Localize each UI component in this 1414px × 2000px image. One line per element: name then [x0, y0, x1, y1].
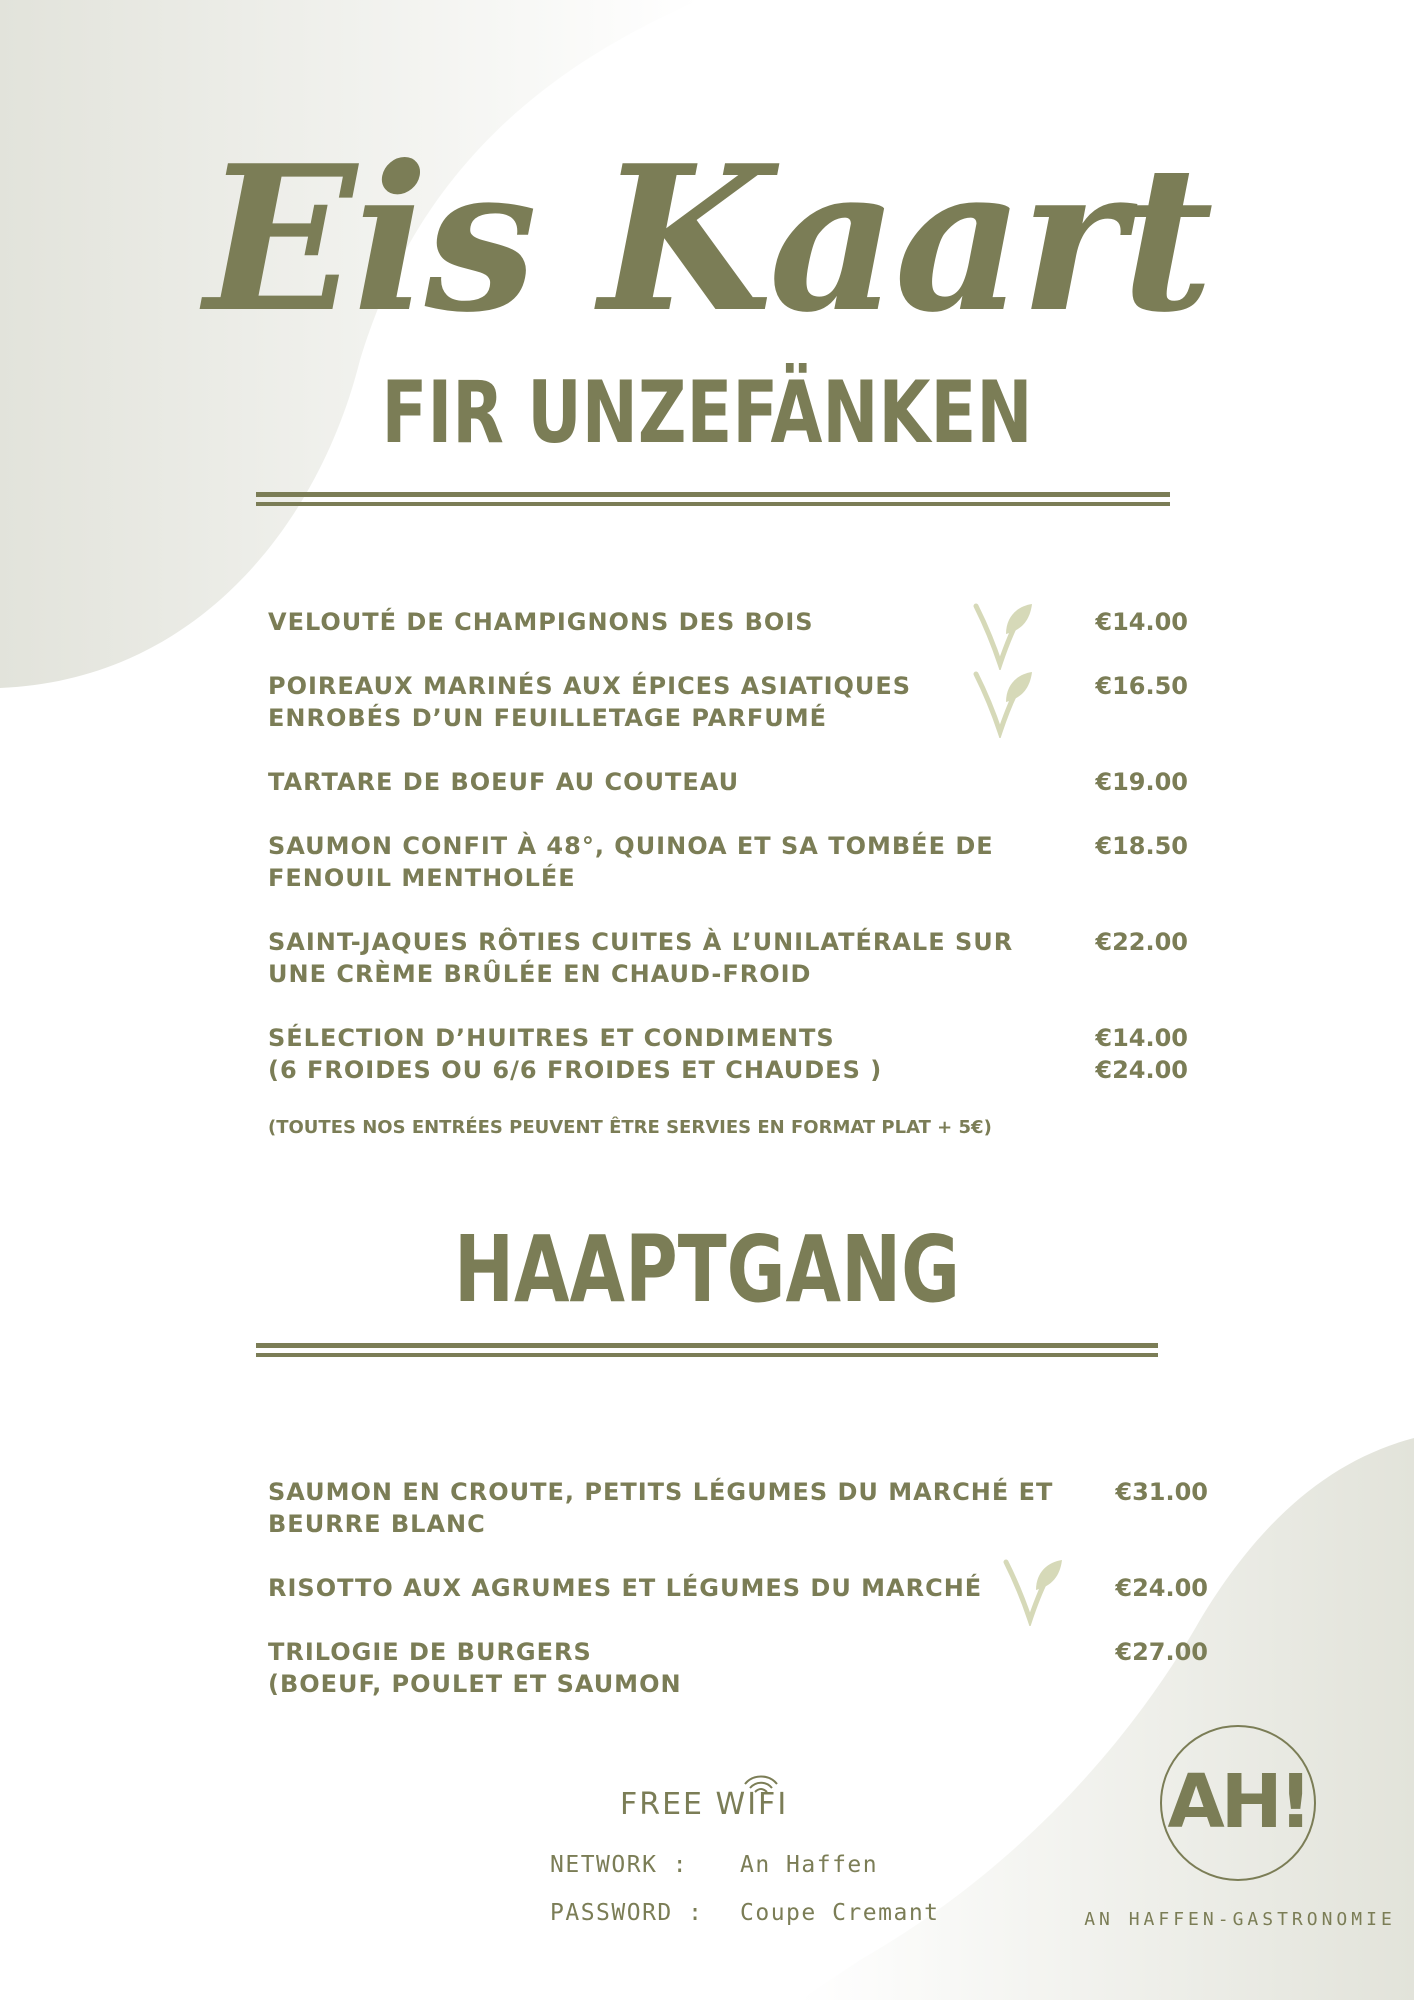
- main-name: SAUMON EN CROUTE, PETITS LÉGUMES DU MARCHÉ ET: [268, 1478, 1054, 1506]
- starter-name: POIREAUX MARINÉS AUX ÉPICES ASIATIQUES: [268, 672, 912, 700]
- leaf-icon: [972, 668, 1034, 738]
- starter-name: SAINT-JAQUES RÔTIES CUITES À L’UNILATÉRALE SUR: [268, 928, 1014, 956]
- main-name: (BOEUF, POULET ET SAUMON: [268, 1670, 682, 1698]
- main-name: BEURRE BLANC: [268, 1510, 486, 1538]
- starter-price: €14.00: [1095, 1024, 1188, 1052]
- leaf-icon: [972, 600, 1034, 670]
- logo-badge: [1160, 1725, 1316, 1881]
- starters-note: (TOUTES NOS ENTRÉES PEUVENT ÊTRE SERVIES EN FORMAT PLAT + 5€): [268, 1117, 992, 1138]
- main-price: €27.00: [1115, 1638, 1208, 1666]
- wifi-title: FREE WIFI: [620, 1787, 789, 1822]
- starter-price: €16.50: [1095, 672, 1188, 700]
- starter-name: TARTARE DE BOEUF AU COUTEAU: [268, 768, 740, 796]
- wifi-password-label: PASSWORD :: [550, 1900, 704, 1926]
- logo-text: AH!: [1167, 1759, 1309, 1845]
- starter-price: €19.00: [1095, 768, 1188, 796]
- mains-title: HAAPTGANG: [453, 1216, 961, 1323]
- main-name: RISOTTO AUX AGRUMES ET LÉGUMES DU MARCHÉ: [268, 1574, 983, 1602]
- mains-divider: [256, 1343, 1158, 1358]
- main-price: €24.00: [1115, 1574, 1208, 1602]
- wifi-password-value: Coupe Cremant: [740, 1900, 940, 1926]
- main-price: €31.00: [1115, 1478, 1208, 1506]
- starter-name: ENROBÉS D’UN FEUILLETAGE PARFUMÉ: [268, 704, 827, 732]
- menu-subtitle: FIR UNZEFÄNKEN: [381, 363, 1033, 463]
- main-name: TRILOGIE DE BURGERS: [268, 1638, 592, 1666]
- starter-price: €22.00: [1095, 928, 1188, 956]
- leaf-icon: [1002, 1556, 1064, 1626]
- starter-name: UNE CRÈME BRÛLÉE EN CHAUD-FROID: [268, 960, 812, 988]
- starter-name: FENOUIL MENTHOLÉE: [268, 864, 576, 892]
- wifi-network-label: NETWORK :: [550, 1852, 689, 1878]
- starter-name: (6 FROIDES OU 6/6 FROIDES ET CHAUDES ): [268, 1056, 883, 1084]
- brand-name: AN HAFFEN-GASTRONOMIE: [1084, 1909, 1396, 1930]
- starter-price: €24.00: [1095, 1056, 1188, 1084]
- wifi-network-value: An Haffen: [740, 1852, 879, 1878]
- wifi-icon: [743, 1772, 779, 1796]
- title-divider: [256, 492, 1170, 507]
- starter-price: €18.50: [1095, 832, 1188, 860]
- starter-price: €14.00: [1095, 608, 1188, 636]
- starter-name: SAUMON CONFIT À 48°, QUINOA ET SA TOMBÉE DE: [268, 832, 994, 860]
- starter-name: VELOUTÉ DE CHAMPIGNONS DES BOIS: [268, 608, 814, 636]
- menu-title: Eis Kaart: [204, 122, 1210, 357]
- starter-name: SÉLECTION D’HUITRES ET CONDIMENTS: [268, 1024, 835, 1052]
